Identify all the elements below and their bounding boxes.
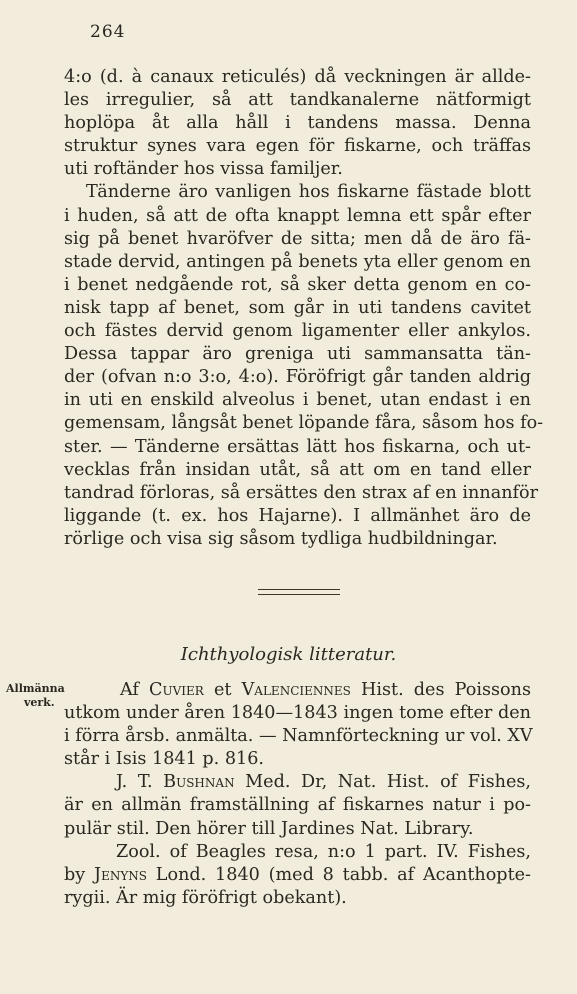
body-line: sig på benet hvaröfver de sitta; men då de äro fä-	[64, 228, 531, 249]
margin-note-line: Allmänna	[6, 682, 65, 695]
body-line: Tänderne äro vanligen hos fiskarne fästade blott	[86, 182, 531, 203]
body-text	[64, 66, 544, 551]
literature-line: pulär stil. Den hörer till Jardines Nat. Library.	[64, 818, 474, 839]
body-line: liggande (t. ex. hos Hajarne). I allmänhet äro de	[64, 505, 531, 526]
page-number: 264	[90, 22, 126, 42]
body-line: vecklas från insidan utåt, så att om en tand eller	[64, 459, 531, 480]
body-line: uti roftänder hos vissa familjer.	[64, 159, 343, 180]
margin-note-line: verk.	[24, 696, 55, 709]
body-line: der (ofvan n:o 3:o, 4:o). Föröfrigt går tanden aldrig	[64, 367, 531, 388]
author-name: Valenciennes	[241, 680, 351, 700]
body-line: ster. — Tänderne ersättas lätt hos fiskarna, och ut-	[64, 436, 531, 457]
literature-line: i förra årsb. anmälta. — Namnförteckning ur vol. XV	[64, 726, 533, 747]
section-heading: Ichthyologisk litteratur.	[180, 644, 397, 665]
body-line: tandrad förloras, så ersättes den strax af en innanför	[64, 482, 539, 503]
body-line: i benet nedgående rot, så sker detta genom en co-	[64, 274, 531, 295]
body-line: och fästes dervid genom ligamenter eller ankylos.	[64, 321, 531, 342]
text-fragment: Af	[120, 680, 150, 700]
text-fragment: Med. Dr, Nat. Hist. of Fishes,	[234, 772, 531, 793]
body-line: 4:o (d. à canaux reticulés) då veckningen är allde-	[64, 67, 531, 87]
text-fragment: Lond. 1840 (med 8 tabb. af Acanthopte-	[146, 864, 532, 885]
literature-line	[64, 771, 531, 794]
body-line: Dessa tappar äro greniga uti sammansatta tän-	[64, 344, 531, 365]
section-divider	[258, 589, 340, 595]
body-line: nisk tapp af benet, som går in uti tandens cavitet	[64, 297, 531, 318]
literature-entries	[64, 679, 531, 910]
text-fragment: by	[64, 864, 95, 885]
text-fragment: Hist. des Poissons	[350, 680, 531, 700]
author-name: Cuvier	[149, 680, 204, 700]
literature-line: rygii. Är mig föröfrigt obekant).	[64, 887, 347, 908]
text-fragment: J. T.	[116, 772, 164, 793]
body-line: stade dervid, antingen på benets yta eller genom en	[64, 251, 531, 272]
author-name: Bushnan	[163, 772, 235, 793]
body-line: les irregulier, så att tandkanalerne nätformigt	[64, 90, 531, 111]
body-line: hoplöpa åt alla håll i tandens massa. Denna	[64, 113, 531, 134]
body-line: gemensam, långsåt benet löpande fåra, såsom hos fo-	[64, 413, 544, 434]
body-line: i huden, så att de ofta knappt lemna ett spår efter	[64, 205, 531, 226]
literature-line: utkom under åren 1840—1843 ingen tome efter den	[64, 703, 531, 724]
literature-line	[64, 864, 531, 887]
literature-line	[64, 679, 531, 702]
body-line: struktur synes vara egen för fiskarne, och träffas	[64, 136, 531, 157]
margin-note	[6, 682, 66, 710]
literature-line: Zool. of Beagles resa, n:o 1 part. IV. Fishes,	[116, 841, 531, 862]
body-line: rörlige och visa sig såsom tydliga hudbildningar.	[64, 528, 498, 549]
literature-line: står i Isis 1841 p. 816.	[64, 749, 265, 770]
author-name: Jenyns	[94, 864, 147, 885]
body-line: in uti en enskild alveolus i benet, utan endast i en	[64, 390, 531, 411]
literature-line: är en allmän framställning af fiskarnes natur i po-	[64, 795, 531, 816]
text-fragment: et	[203, 680, 242, 700]
